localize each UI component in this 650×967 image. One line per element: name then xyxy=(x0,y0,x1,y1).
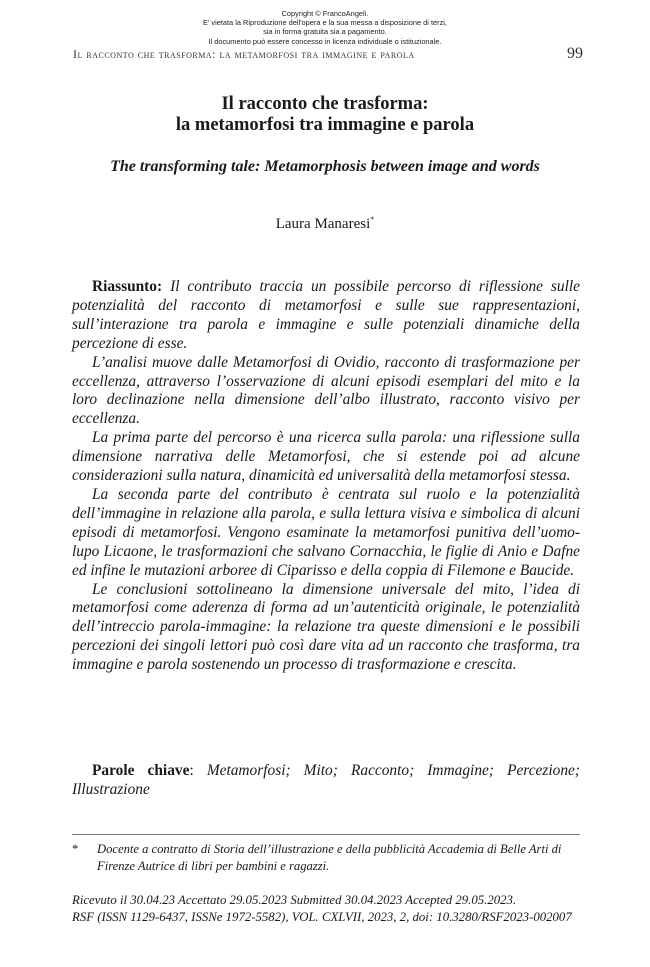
running-title: Il racconto che trasforma: la metamorfosi tra immagine e parola xyxy=(73,47,415,61)
abstract-paragraph xyxy=(72,278,580,354)
keywords-list: Metamorfosi; Mito; Racconto; Immagine; Percezione; Illustrazione xyxy=(72,762,580,798)
publication-info xyxy=(72,892,582,926)
abstract xyxy=(72,278,580,675)
title-line-2: la metamorfosi tra immagine e parola xyxy=(175,115,475,135)
abstract-paragraph: La prima parte del percorso è una ricerca sulla parola: una riflessione sulla dimensione narrativa delle Metamorfosi, che si estende poi ad alcune considerazioni sulla natura, dinamicità ed universalità della metamorfosi stessa. xyxy=(72,429,580,485)
keywords-separator: : xyxy=(189,762,207,779)
footnote xyxy=(72,841,580,875)
copyright-line: Copyright © FrancoAngeli. xyxy=(281,9,369,18)
journal-citation: RSF (ISSN 1129-6437, ISSNe 1972-5582), VOL. CXLVII, 2023, 2, doi: 10.3280/RSF2023-002007 xyxy=(72,910,572,924)
abstract-paragraph: Le conclusioni sottolineano la dimensione universale del mito, l’idea di metamorfosi come aderenza di forma ad un’autenticità originale, le potenzialità dell’intreccio parola-immagine: la relazione tra queste dimensioni e le possibili percezioni dei singoli lettori può così dare vita ad un racconto che trasforma, tra immagine e parola sostenendo un processo di trasformazione e crescita. xyxy=(72,580,580,674)
copyright-line: sia in forma gratuita sia a pagamento. xyxy=(263,27,387,37)
title-line-1: Il racconto che trasforma: xyxy=(221,94,429,114)
abstract-label: Riassunto: xyxy=(92,278,163,295)
copyright-notice xyxy=(0,9,650,46)
copyright-line: E' vietata la Riproduzione dell'opera e la sua messa a disposizione di terzi, xyxy=(203,18,447,28)
article-title xyxy=(0,94,650,136)
keywords-label: Parole chiave xyxy=(92,762,190,779)
page-number: 99 xyxy=(567,45,583,62)
abstract-text: Il contributo traccia un possibile percorso di riflessione sulle potenzialità del racconto di metamorfosi e sulle sue rappresentazioni, sull’interazione tra parola e immagine e sulle potenziali dinamiche della percezione di esse. xyxy=(72,278,581,352)
footnote-text: Docente a contratto di Storia dell’illustrazione e della pubblicità Accademia di Belle Arti di Firenze Autrice di libri per bambini e ragazzi. xyxy=(97,842,562,873)
received-line: Ricevuto il 30.04.23 Accettato 29.05.2023 Submitted 30.04.2023 Accepted 29.05.2023. xyxy=(72,893,517,907)
author-footnote-mark: * xyxy=(370,215,375,224)
footnote-mark: * xyxy=(72,842,79,856)
footnote-divider xyxy=(72,834,580,835)
abstract-paragraph: L’analisi muove dalle Metamorfosi di Ovidio, racconto di trasformazione per eccellenza, attraverso l’osservazione di alcuni episodi esemplari del mito e la loro declinazione nella dimensione dell’albo illustrato, racconto visivo per eccellenza. xyxy=(72,353,580,428)
keywords xyxy=(72,761,580,799)
running-header xyxy=(73,45,583,65)
author-line xyxy=(0,216,650,233)
author-name: Laura Manaresi xyxy=(275,216,371,232)
copyright-line: Il documento può essere concesso in licenza individuale o istituzionale. xyxy=(208,36,442,46)
article-subtitle: The transforming tale: Metamorphosis between image and words xyxy=(110,158,540,175)
abstract-paragraph: La seconda parte del contributo è centrata sul ruolo e la potenzialità dell’immagine in relazione alla parola, e sulla lettura visiva e simbolica di alcuni episodi di metamorfosi. Vengono esaminate la metamorfosi punitiva dell’uomo-lupo Licaone, le trasformazioni che salvano Cornacchia, le figlie di Anio e Dafne ed infine le mutazioni arboree di Ciparisso e della coppia di Filemone e Baucide. xyxy=(72,485,580,579)
